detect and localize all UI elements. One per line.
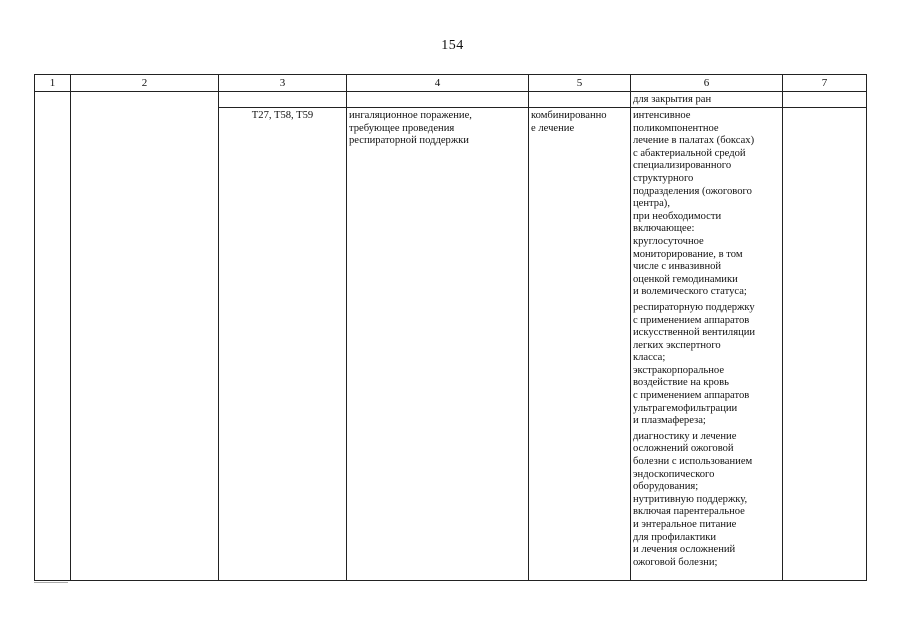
- condition-line: требующее проведения: [349, 122, 455, 134]
- column-header-2: 2: [71, 75, 219, 92]
- treatment-block: [633, 431, 780, 570]
- treatment-line: экстракорпоральное: [633, 364, 725, 376]
- treatment-line: структурного: [633, 172, 694, 184]
- treatment-line: и энтеральное питание: [633, 519, 737, 530]
- treatment-line: для профилактики: [633, 531, 717, 543]
- treatment-line: центра),: [633, 198, 670, 210]
- treatment-line: с абактериальной средой: [633, 147, 746, 159]
- diagnosis-codes: T27, T58, T59: [251, 110, 314, 121]
- treatment-line: осложнений ожоговой: [633, 443, 734, 455]
- cell-cont-5: [529, 92, 631, 108]
- treatment-line: оценкой гемодинамики: [633, 273, 738, 285]
- treatment-line: искусственной вентиляции: [633, 327, 756, 339]
- treatment-line: диагностику и лечение: [633, 430, 737, 442]
- treatment-line: болезни с использованием: [633, 456, 753, 468]
- treatment-line: и лечения осложнений: [633, 544, 736, 556]
- treatment-line: ожоговой болезни;: [633, 556, 718, 568]
- header-row: [35, 75, 867, 92]
- treatment-block: [633, 302, 780, 428]
- treatment-line: и плазмафереза;: [633, 415, 706, 427]
- cell-main-3: [219, 108, 347, 581]
- column-header-4: 4: [347, 75, 529, 92]
- treatment-line: подразделения (ожогового: [633, 185, 752, 197]
- cell-main-7: [783, 108, 867, 581]
- treatment-line: оборудования;: [633, 481, 699, 493]
- cell-main-2: [71, 108, 219, 581]
- treatment-line: эндоскопического: [633, 468, 715, 480]
- cell-cont-7: [783, 92, 867, 108]
- treatment-line: класса;: [633, 352, 666, 364]
- treatment-line: ультрагемофильтрации: [633, 402, 738, 414]
- treatment-line: специализированного: [633, 160, 732, 172]
- cell-main-5: [529, 108, 631, 581]
- continuation-row: [35, 92, 867, 108]
- cell-cont-3: [219, 92, 347, 108]
- treatment-line: и волемического статуса;: [633, 286, 747, 298]
- treatment-line: интенсивное: [633, 110, 691, 121]
- column-header-5: 5: [529, 75, 631, 92]
- treatment-line: включая парентеральное: [633, 506, 745, 518]
- column-header-6: 6: [631, 75, 783, 92]
- data-table: [34, 74, 867, 581]
- treatment-line: нутритивную поддержку,: [633, 493, 748, 505]
- cell-cont-6: для закрытия ран: [631, 92, 783, 108]
- treatment-line: включающее:: [633, 223, 695, 235]
- treatment-line: респираторную поддержку: [633, 301, 755, 313]
- scan-edge-mark: [34, 582, 68, 583]
- column-header-1: 1: [35, 75, 71, 92]
- treatment-type-line: е лечение: [531, 122, 575, 134]
- cell-main-1: [35, 108, 71, 581]
- treatment-line: круглосуточное: [633, 235, 704, 247]
- cell-cont-1: [35, 92, 71, 108]
- cell-cont-2: [71, 92, 219, 108]
- condition-line: респираторной поддержки: [349, 135, 469, 147]
- condition-line: ингаляционное поражение,: [349, 110, 472, 121]
- treatment-line: легких экспертного: [633, 339, 721, 351]
- column-header-7: 7: [783, 75, 867, 92]
- treatment-line: с применением аппаратов: [633, 314, 750, 326]
- treatment-line: с применением аппаратов: [633, 390, 750, 402]
- page-number: 154: [441, 38, 464, 53]
- cell-cont-4: [347, 92, 529, 108]
- treatment-line: воздействие на кровь: [633, 377, 729, 389]
- treatment-line: при необходимости: [633, 210, 722, 222]
- treatment-type-line: комбинированно: [531, 110, 607, 121]
- treatment-line: мониторирование, в том: [633, 248, 743, 260]
- cell-main-4: [347, 108, 529, 581]
- treatment-line: поликомпонентное: [633, 122, 719, 134]
- column-header-3: 3: [219, 75, 347, 92]
- table-row: [35, 108, 867, 581]
- cell-main-6: [631, 108, 783, 581]
- treatment-line: числе с инвазивной: [633, 261, 722, 273]
- treatment-line: лечение в палатах (боксах): [633, 135, 755, 147]
- treatment-block: [633, 110, 780, 299]
